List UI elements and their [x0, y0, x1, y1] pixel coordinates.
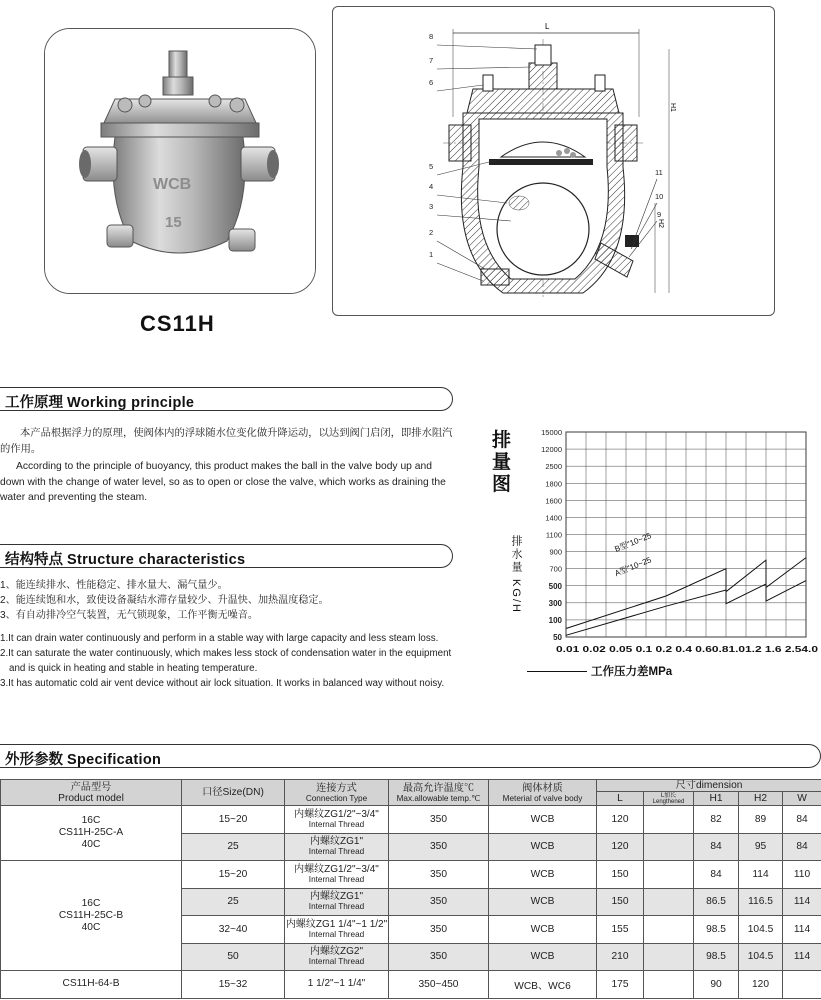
chart-xlabel-wrap	[583, 663, 728, 679]
cell-material: WCB	[489, 888, 597, 916]
cell-material: WCB	[489, 861, 597, 889]
callout-10: 10	[655, 192, 664, 201]
cell-L: 155	[597, 916, 644, 944]
list-item: 2.It can saturate the water continuously, which makes less stock of condensation water in the equipment and is quick in heating and stable in heating temperature.	[0, 648, 452, 674]
cell-connection: 内螺纹ZG1/2"~3/4" Internal Thread	[285, 806, 389, 834]
cell-connection: 内螺纹ZG2" Internal Thread	[285, 943, 389, 971]
working-principle-title-en: Working principle	[67, 395, 195, 411]
header-H2: H2	[739, 792, 783, 806]
cell-temp: 350	[389, 861, 489, 889]
structure-title-en: Structure characteristics	[67, 552, 246, 568]
cell-W: 114	[783, 888, 821, 916]
cell-W: 114	[783, 943, 821, 971]
size-marking: 15	[165, 214, 182, 231]
series-label-0: B型"10~25	[613, 531, 653, 554]
cell-size: 50	[182, 943, 285, 971]
header-size: 口径Size(DN)	[182, 780, 285, 806]
cell-temp: 350	[389, 833, 489, 861]
cell-model: CS11H-64-B	[1, 971, 182, 999]
table-row	[1, 971, 821, 999]
header-L: L	[597, 792, 644, 806]
structure-heading	[0, 544, 453, 568]
cell-W: 110	[783, 861, 821, 889]
cell-size: 15~32	[182, 971, 285, 999]
callout-6: 6	[429, 78, 434, 87]
x-tick-labels: 0.01 0.02 0.05 0.1 0.2 0.4 0.60.81.01.2 1.6 2.54.0	[556, 645, 819, 654]
cell-H2: 104.5	[739, 943, 783, 971]
callout-7: 7	[429, 56, 434, 65]
y-tick-label: 1400	[545, 513, 562, 523]
header-model: 产品型号 Product model	[1, 780, 182, 806]
cell-L: 150	[597, 861, 644, 889]
series-label-1: A型"10~25	[613, 555, 653, 579]
working-principle-heading	[0, 387, 453, 411]
cell-H1: 82	[694, 806, 739, 834]
specification-title-cn: 外形参数	[5, 752, 63, 768]
y-tick-label: 1100	[545, 530, 562, 540]
structure-title-cn: 结构特点	[5, 552, 63, 568]
cell-H1: 90	[694, 971, 739, 999]
callout-4: 4	[429, 182, 434, 191]
chart-xlabel: 工作压力差MPa	[591, 666, 673, 678]
y-tick-label: 1600	[545, 496, 562, 506]
series-line-0	[566, 558, 806, 629]
cell-L: 120	[597, 806, 644, 834]
cell-L-alt	[644, 833, 694, 861]
working-principle-text-en: According to the principle of buoyancy, this product makes the ball in the valve body up and down with the change of water level, so as to open or close the valve, which works as draining the water and preventing the steam.	[0, 461, 446, 503]
list-item: 1、能连续排水、性能稳定、排水量大、漏气量少。	[0, 580, 228, 591]
cell-W: 114	[783, 916, 821, 944]
cell-material: WCB、WC6	[489, 971, 597, 999]
cell-size: 25	[182, 833, 285, 861]
cell-size: 25	[182, 888, 285, 916]
cell-H1: 84	[694, 861, 739, 889]
y-tick-label: 12000	[541, 445, 562, 455]
cell-H2: 104.5	[739, 916, 783, 944]
cell-H1: 84	[694, 833, 739, 861]
cell-W: 84	[783, 806, 821, 834]
header-dimension: 尺寸dimension	[597, 780, 821, 792]
header-H1: H1	[694, 792, 739, 806]
model-title: CS11H	[140, 311, 215, 336]
cell-H2: 120	[739, 971, 783, 999]
body-marking: WCB	[153, 176, 192, 193]
structure-list-en	[0, 631, 456, 691]
chart-frame	[566, 432, 806, 637]
cell-L-alt	[644, 916, 694, 944]
steam-trap-photo	[45, 29, 316, 294]
list-item: 2、能连续饱和水，致使设备凝结水滞存量较少、升温快、加热温度稳定。	[0, 595, 329, 606]
cell-W	[783, 971, 821, 999]
list-item: 3、有自动排冷空气装置，无气锁现象，工作平衡无噪音。	[0, 610, 258, 621]
series-line-1	[566, 581, 806, 636]
header-temp: 最高允许温度℃ Max.allowable temp.℃	[389, 780, 489, 806]
cell-L: 175	[597, 971, 644, 999]
cell-connection: 内螺纹ZG1 1/4"~1 1/2" Internal Thread	[285, 916, 389, 944]
table-row	[1, 861, 821, 889]
cell-temp: 350~450	[389, 971, 489, 999]
cell-H1: 86.5	[694, 888, 739, 916]
cell-L-alt	[644, 806, 694, 834]
y-tick-label: 900	[549, 547, 562, 557]
header-material: 阀体材质 Meterial of valve body	[489, 780, 597, 806]
header-connection: 连接方式 Connection Type	[285, 780, 389, 806]
y-tick-label: 500	[548, 581, 562, 591]
cell-L-alt	[644, 888, 694, 916]
chart-title: 排量图	[492, 430, 512, 495]
cell-material: WCB	[489, 943, 597, 971]
specification-title-en: Specification	[67, 752, 162, 768]
table-row	[1, 806, 821, 834]
structure-list-cn	[0, 578, 454, 623]
cell-L: 210	[597, 943, 644, 971]
cell-L-alt	[644, 861, 694, 889]
cell-H2: 95	[739, 833, 783, 861]
cell-temp: 350	[389, 888, 489, 916]
cell-temp: 350	[389, 916, 489, 944]
callout-9: 9	[657, 210, 662, 219]
working-principle-title-cn: 工作原理	[5, 395, 63, 411]
y-tick-label: 300	[548, 598, 562, 608]
dim-L: L	[545, 22, 550, 31]
cell-material: WCB	[489, 833, 597, 861]
cell-material: WCB	[489, 916, 597, 944]
callout-11: 11	[655, 168, 663, 177]
chart-ylabel: 排水量 KG/H	[510, 535, 522, 614]
working-principle-text-cn: 本产品根据浮力的原理，使阀体内的浮球随水位变化做升降运动，以达到阀门启闭，即排水阻汽的作用。	[0, 428, 453, 455]
y-tick-label: 2500	[545, 462, 562, 472]
header-L-alt: L加长 Lengthened	[644, 792, 694, 806]
list-item: 3.It has automatic cold air vent device without air lock situation. It works in balanced way without noisy.	[0, 678, 445, 689]
cell-H1: 98.5	[694, 916, 739, 944]
product-photo-panel	[44, 28, 316, 294]
callout-3: 3	[429, 202, 434, 211]
cell-size: 15~20	[182, 861, 285, 889]
cell-L: 150	[597, 888, 644, 916]
cell-H2: 114	[739, 861, 783, 889]
section-drawing-panel	[332, 6, 775, 316]
cell-model: 16C CS11H-25C-B 40C	[1, 861, 182, 971]
cell-material: WCB	[489, 806, 597, 834]
y-tick-label: 50	[553, 633, 562, 642]
y-tick-label: 700	[549, 564, 562, 574]
callout-1: 1	[429, 250, 434, 259]
callout-2: 2	[429, 228, 434, 237]
cell-connection: 内螺纹ZG1/2"~3/4" Internal Thread	[285, 861, 389, 889]
cell-L: 120	[597, 833, 644, 861]
cell-W: 84	[783, 833, 821, 861]
cell-connection: 1 1/2"~1 1/4"	[285, 971, 389, 999]
cell-size: 32~40	[182, 916, 285, 944]
y-tick-label: 1800	[545, 479, 562, 489]
y-tick-label: 15000	[541, 428, 562, 437]
cell-temp: 350	[389, 806, 489, 834]
cell-connection: 内螺纹ZG1" Internal Thread	[285, 888, 389, 916]
dim-H2: H2	[657, 219, 664, 228]
cell-model: 16C CS11H-25C-A 40C	[1, 806, 182, 861]
callout-5: 5	[429, 162, 434, 171]
y-tick-label: 100	[548, 615, 562, 625]
cell-H1: 98.5	[694, 943, 739, 971]
cell-connection: 内螺纹ZG1" Internal Thread	[285, 833, 389, 861]
list-item: 1.It can drain water continuously and perform in a stable way with large capacity and less steam loss.	[0, 633, 439, 644]
cell-temp: 350	[389, 943, 489, 971]
specification-table	[0, 779, 821, 999]
specification-heading	[0, 744, 821, 768]
cell-size: 15~20	[182, 806, 285, 834]
header-W: W	[783, 792, 821, 806]
cell-L-alt	[644, 943, 694, 971]
cell-H2: 116.5	[739, 888, 783, 916]
cell-H2: 89	[739, 806, 783, 834]
callout-8: 8	[429, 32, 434, 41]
dim-H1: H1	[669, 103, 676, 112]
section-drawing	[333, 7, 776, 317]
cell-L-alt	[644, 971, 694, 999]
